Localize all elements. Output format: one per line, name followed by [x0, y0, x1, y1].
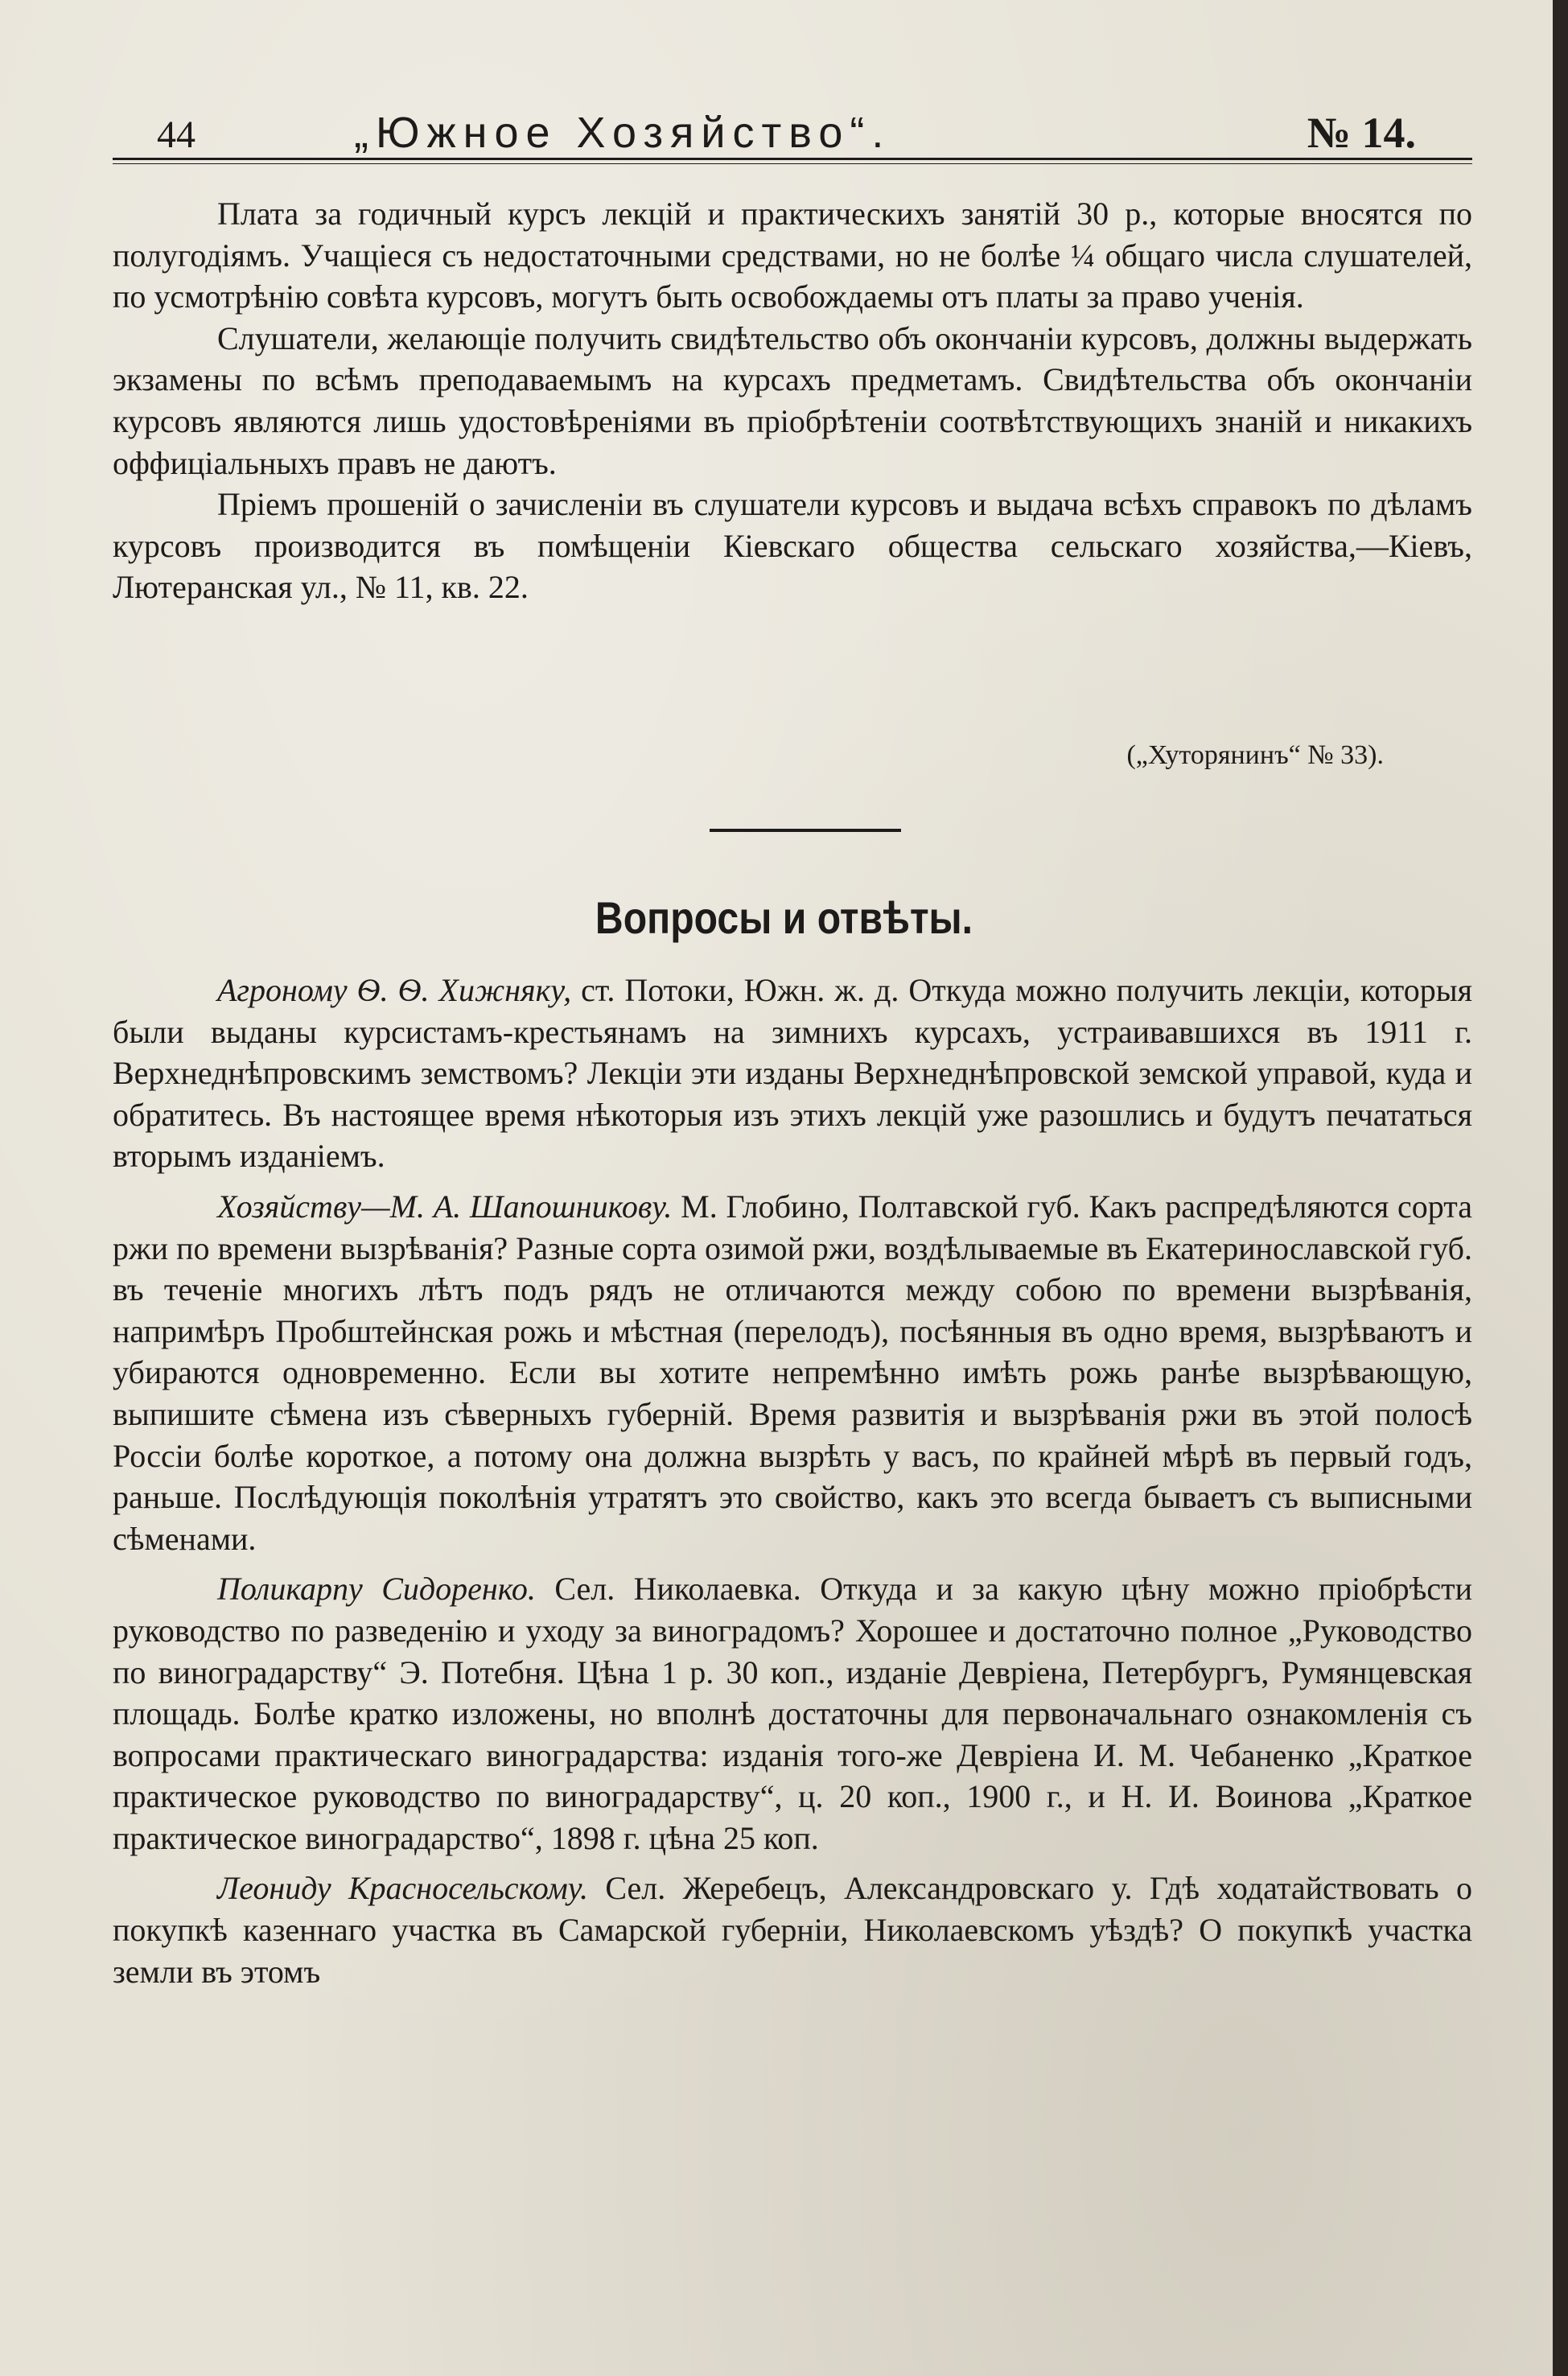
qa-text: М. Глобино, Полтавской губ. Какъ распредѣляются сорта ржи по времени вызрѣванія? Разные сорта озимой ржи, воздѣлываемые въ Екатеринославской губ. въ теченіе многихъ лѣтъ подъ рядъ не отличаются между собою по времени вызрѣванія, напримѣръ Пробштейнская рожь и мѣстная (перелодъ), посѣянныя въ одно время, вызрѣваютъ и убираются одновременно. Если вы хотите непремѣнно имѣть рожь ранѣе вызрѣвающую, выпишите сѣмена изъ сѣверныхъ губерній. Время развитія и вызрѣванія ржи въ этой полосѣ Россіи болѣе короткое, а потому она должна вызрѣть у васъ, по крайней мѣрѣ въ первый годъ, раньше. Послѣдующія поколѣнія утратятъ это свойство, какъ это всегда бываетъ съ выписными сѣменами. [113, 1188, 1472, 1557]
qa-list [113, 970, 1472, 2001]
article-source: („Хуторянинъ“ № 33). [1126, 740, 1384, 770]
page-header [113, 103, 1472, 159]
qa-addressee: Хозяйству—М. А. Шапошникову. [217, 1188, 673, 1225]
article-paragraph: Пріемъ прошеній о зачисленіи въ слушатели курсовъ и выдача всѣхъ справокъ по дѣламъ курсовъ производится въ помѣщеніи Кіевскаго общества сельскаго хозяйства,—Кіевъ, Лютеранская ул., № 11, кв. 22. [113, 486, 1472, 606]
qa-item [113, 1568, 1472, 1859]
qa-text: ст. Потоки, Южн. ж. д. Откуда можно получить лекціи, которыя были выданы курсистамъ-крестьянамъ на зимнихъ курсахъ, устраивавшихся въ 1911 г. Верхнеднѣпровскимъ земствомъ? Лекціи эти изданы Верхнеднѣпровской земской управой, куда и обратитесь. Въ настоящее время нѣкоторыя изъ этихъ лекцій уже разошлись и будутъ печататься вторымъ изданіемъ. [113, 972, 1473, 1175]
issue-number: № 14. [1307, 109, 1416, 157]
qa-text: Сел. Николаевка. Откуда и за какую цѣну можно пріобрѣсти руководство по разведенію и уходу за виноградомъ? Хорошее и достаточно полное „Руководство по виноградарству“ Э. Потебня. Цѣна 1 р. 30 коп., изданіе Девріена, Петербургъ, Румянцевская площадь. Болѣе кратко изложены, но вполнѣ достаточны для первоначальнаго ознакомленія съ вопросами практическаго виноградарства: изданія того-же Девріена И. М. Чебаненко „Краткое практическое руководство по виноградарству“, ц. 20 коп., 1900 г., и Н. И. Воинова „Краткое практическое виноградарство“, 1898 г. цѣна 25 коп. [113, 1571, 1472, 1856]
page-number: 44 [157, 113, 195, 156]
qa-addressee: Агроному Ѳ. Ѳ. Хижняку, [217, 972, 572, 1008]
qa-text: Сел. Жеребецъ, Александровскаго у. Гдѣ ходатайствовать о покупкѣ казеннаго участка въ Самарской губерніи, Николаевскомъ уѣздѣ? О покупкѣ участка земли въ этомъ [113, 1870, 1472, 1990]
article-paragraph: Слушатели, желающіе получить свидѣтельство объ окончаніи курсовъ, должны выдержать экзамены по всѣмъ преподаваемымъ на курсахъ предметамъ. Свидѣтельства объ окончаніи курсовъ являются лишь удостовѣреніями въ пріобрѣтеніи соотвѣтствующихъ знаній и никакихъ оффиціальныхъ правъ не даютъ. [113, 319, 1472, 481]
qa-item [113, 1867, 1472, 1992]
section-divider [710, 829, 901, 832]
qa-addressee: Леониду Красносельскому. [217, 1870, 588, 1907]
qa-item [113, 970, 1472, 1177]
article-paragraph: Плата за годичный курсъ лекцій и практическихъ занятій 30 р., которые вносятся по полугодіямъ. Учащіеся съ недостаточными средствами, но не болѣе ¼ общаго числа слушателей, по усмотрѣнію совѣта курсовъ, могутъ быть освобождаемы отъ платы за право ученія. [113, 196, 1472, 315]
journal-title: „Южное Хозяйство“. [354, 109, 891, 157]
page-edge-shadow [1553, 0, 1568, 2376]
section-title: Вопросы и отвѣты. [595, 892, 973, 943]
header-rule [113, 158, 1472, 164]
qa-item [113, 1186, 1472, 1559]
article-text [113, 193, 1472, 608]
qa-addressee: Поликарпу Сидоренко. [217, 1571, 536, 1608]
